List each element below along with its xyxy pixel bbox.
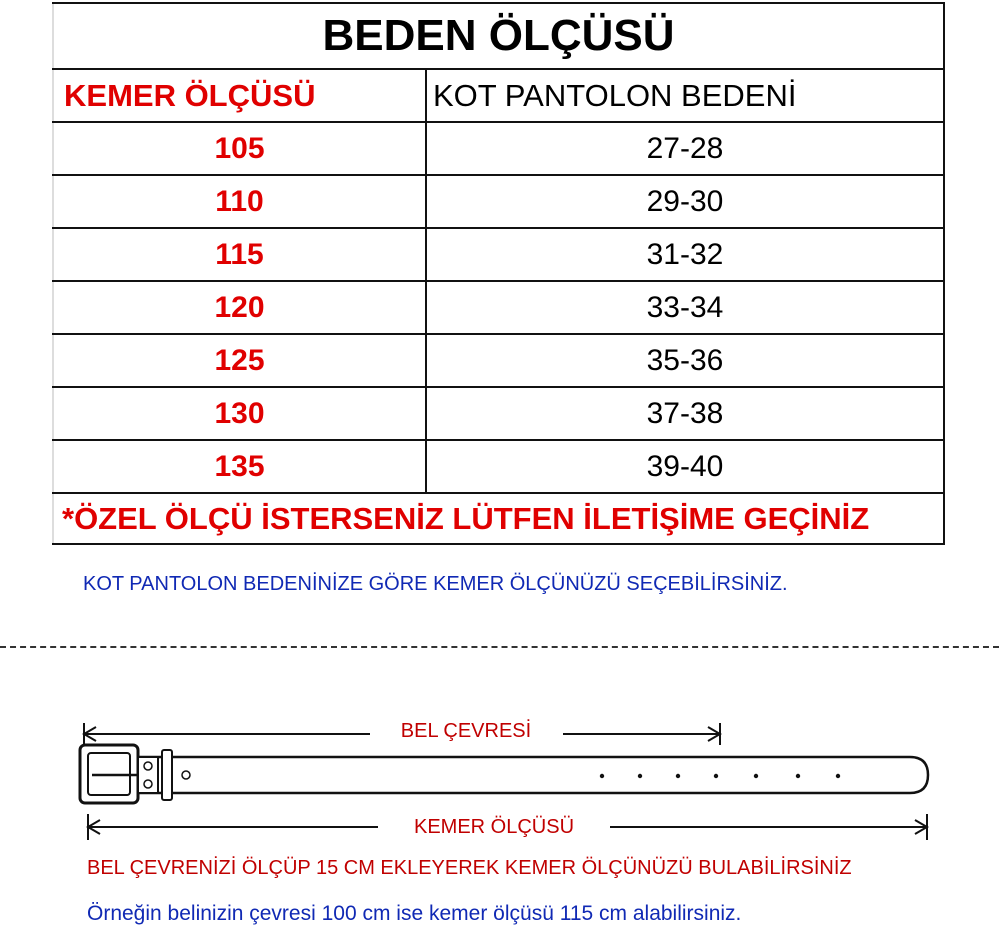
- belt-size-cell: 130: [53, 387, 426, 440]
- jeans-size-cell: 39-40: [426, 440, 944, 493]
- belt-size-cell: 105: [53, 122, 426, 175]
- waist-label: BEL ÇEVRESİ: [400, 720, 532, 742]
- dashed-divider: [0, 646, 999, 648]
- belt-size-cell: 125: [53, 334, 426, 387]
- instruction-line-1: BEL ÇEVRENİZİ ÖLÇÜP 15 CM EKLEYEREK KEMER ÖLÇÜNÜZÜ BULABİLİRSİNİZ: [87, 857, 852, 879]
- table-row: [53, 228, 944, 281]
- jeans-size-cell: 33-34: [426, 281, 944, 334]
- jeans-size-cell: 37-38: [426, 387, 944, 440]
- jeans-size-cell: 31-32: [426, 228, 944, 281]
- size-chart-table: [52, 2, 945, 545]
- custom-size-note: *ÖZEL ÖLÇÜ İSTERSENİZ LÜTFEN İLETİŞİME GEÇİNİZ: [53, 493, 944, 544]
- header-belt-size: KEMER ÖLÇÜSÜ: [53, 69, 426, 122]
- jeans-size-cell: 35-36: [426, 334, 944, 387]
- table-row: [53, 122, 944, 175]
- size-chart-title: BEDEN ÖLÇÜSÜ: [53, 3, 944, 69]
- belt-size-cell: 110: [53, 175, 426, 228]
- belt-size-cell: 120: [53, 281, 426, 334]
- table-row: [53, 387, 944, 440]
- jeans-size-cell: 27-28: [426, 122, 944, 175]
- table-row: [53, 334, 944, 387]
- belt-drawing: [80, 745, 928, 803]
- belt-length-label: KEMER ÖLÇÜSÜ: [413, 816, 575, 838]
- belt-diagram: [70, 700, 950, 850]
- instruction-line-2: Örneğin belinizin çevresi 100 cm ise kemer ölçüsü 115 cm alabilirsiniz.: [87, 902, 742, 925]
- jeans-size-cell: 29-30: [426, 175, 944, 228]
- table-header-row: [53, 69, 944, 122]
- table-row: [53, 440, 944, 493]
- header-jeans-size: KOT PANTOLON BEDENİ: [426, 69, 944, 122]
- table-row: [53, 281, 944, 334]
- belt-size-cell: 115: [53, 228, 426, 281]
- size-caption: KOT PANTOLON BEDENİNİZE GÖRE KEMER ÖLÇÜNÜZÜ SEÇEBİLİRSİNİZ.: [83, 573, 788, 595]
- belt-size-cell: 135: [53, 440, 426, 493]
- table-row: [53, 175, 944, 228]
